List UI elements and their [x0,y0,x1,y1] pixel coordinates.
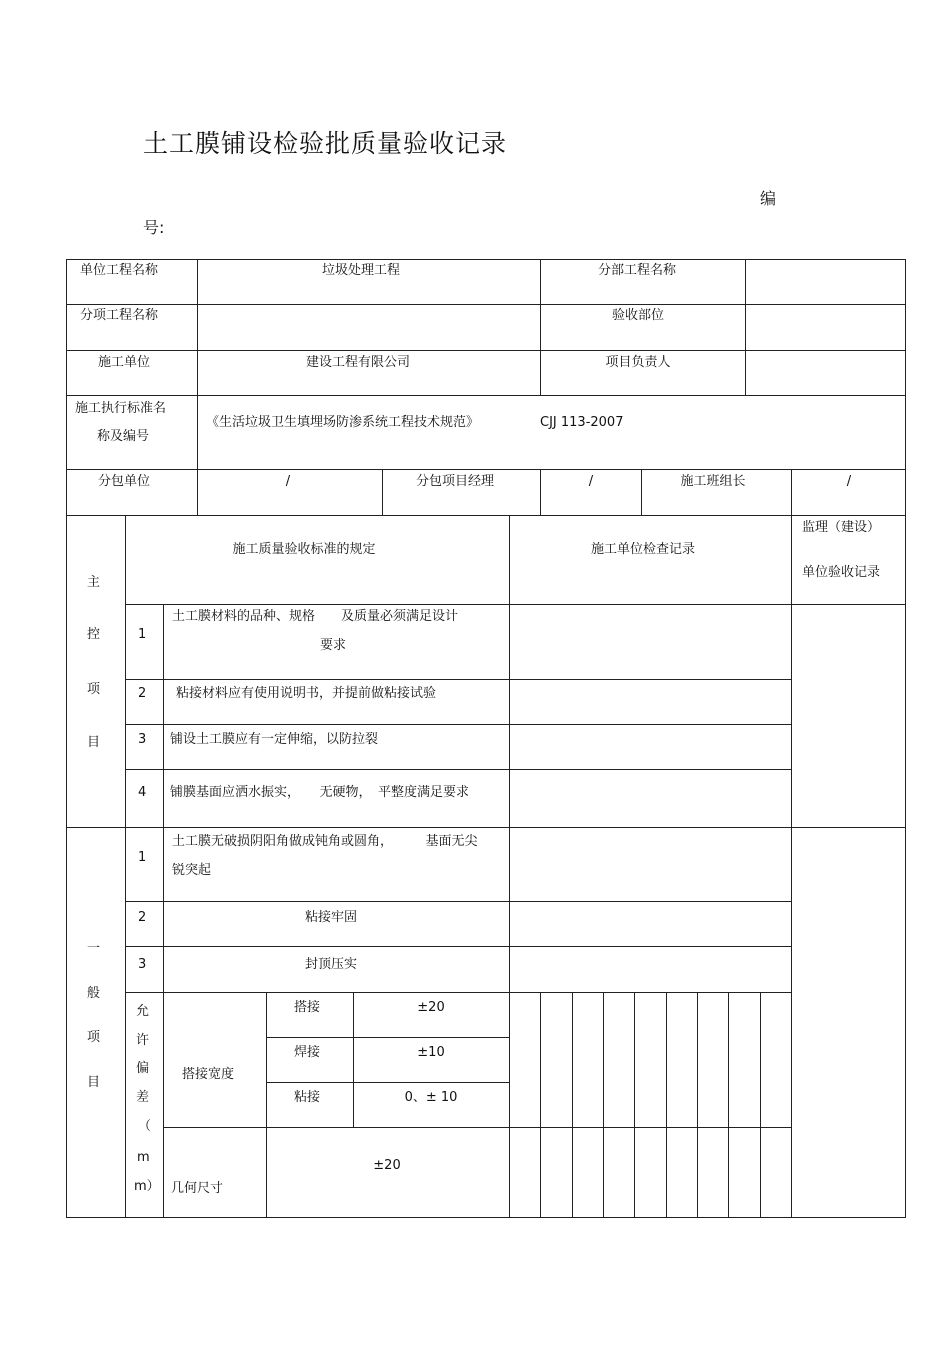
item-number: 1 [138,850,147,865]
general-label: 一 [87,941,101,956]
table-rule [66,350,906,351]
standard-col-header: 施工质量验收标准的规定 [232,542,376,557]
table-rule [266,1082,509,1083]
table-rule [603,992,604,1217]
deviation-label: m） [134,1179,160,1194]
deviation-label: m [137,1150,150,1165]
item-text: 土工膜无破损阴阳角做成钝角或圆角， 基面无尖 [172,834,478,849]
standard-label-line2: 称及编号 [97,429,150,444]
table-rule [66,395,906,396]
main-control-label: 主 [87,575,101,590]
table-rule [540,469,541,515]
contractor-label: 施工单位 [98,355,151,370]
table-rule [641,469,642,515]
unit-project-label: 单位工程名称 [80,263,159,278]
geometry-tolerance: ±20 [373,1158,401,1173]
table-rule [66,515,906,516]
number-label: 编 [760,189,777,208]
table-rule [666,992,667,1217]
general-label: 项 [87,1030,101,1045]
table-rule [125,679,791,680]
lap-tolerance: ±10 [417,1045,445,1060]
table-rule [163,604,164,1217]
main-control-label: 项 [87,682,101,697]
subcontractor-value: / [285,474,291,489]
contractor-value: 建设工程有限公司 [305,355,411,370]
lap-method-label: 粘接 [294,1090,321,1105]
table-rule [125,769,791,770]
table-rule [66,259,906,260]
subcontractor-label: 分包单位 [98,474,151,489]
table-rule [266,992,267,1217]
table-rule [353,992,354,1127]
lap-method-label: 焊接 [294,1045,321,1060]
table-rule [697,992,698,1217]
table-rule [125,515,126,1217]
lap-tolerance: 0、± 10 [404,1090,458,1105]
table-rule [125,946,791,947]
table-rule [572,992,573,1217]
deviation-label: 许 [136,1033,150,1048]
deviation-label: 偏 [136,1061,150,1076]
item-text: 封顶压实 [304,957,358,972]
item-text: 粘接材料应有使用说明书，并提前做粘接试验 [176,686,437,701]
unit-project-value: 垃圾处理工程 [321,263,401,278]
table-rule [125,604,906,605]
table-rule [509,992,510,1217]
deviation-label: （ [138,1119,152,1134]
supervision-header: 监理（建设） [802,520,881,535]
lap-method-label: 搭接 [294,1000,321,1015]
table-rule [125,724,791,725]
table-rule [791,515,792,1217]
table-rule [125,901,791,902]
item-number: 3 [138,732,147,747]
item-number: 4 [138,785,147,800]
table-rule [266,1037,509,1038]
deviation-label: 允 [136,1004,150,1019]
standard-code: CJJ 113-2007 [540,415,624,430]
table-rule [509,515,510,992]
supervision-header-line2: 单位验收记录 [802,565,881,580]
standard-name: 《生活垃圾卫生填埋场防渗系统工程技术规范》 [206,415,480,430]
sub-manager-label: 分包项目经理 [415,474,495,489]
check-record-col-header: 施工单位检查记录 [590,542,696,557]
division-label: 分部工程名称 [597,263,677,278]
item-text-cont: 锐突起 [172,863,212,878]
standard-label: 施工执行标准名 [75,401,167,416]
table-rule [66,469,906,470]
item-text: 粘接牢固 [304,910,358,925]
table-rule [540,992,541,1217]
number-label-cont: 号: [143,218,165,237]
table-rule [66,304,906,305]
table-rule [540,259,541,395]
item-number: 2 [138,910,147,925]
item-number: 1 [138,627,147,642]
team-leader-value: / [846,474,852,489]
acceptance-part-label: 验收部位 [611,308,665,323]
table-rule [382,469,383,515]
sub-manager-value: / [588,474,594,489]
item-text: 铺膜基面应洒水振实， 无硬物， 平整度满足要求 [170,785,470,800]
item-text-cont: 要求 [319,638,347,653]
table-rule [760,992,761,1217]
main-control-label: 目 [87,735,101,750]
subitem-label: 分项工程名称 [80,308,159,323]
item-text: 土工膜材料的品种、规格 及质量必须满足设计 [172,609,459,624]
geometry-label: 几何尺寸 [171,1181,224,1196]
project-manager-label: 项目负责人 [605,355,671,370]
table-rule [125,992,791,993]
lap-tolerance: ±20 [417,1000,445,1015]
general-label: 般 [87,986,101,1001]
general-label: 目 [87,1075,101,1090]
item-number: 2 [138,686,147,701]
table-rule [66,1217,906,1218]
table-rule [791,469,792,515]
team-leader-label: 施工班组长 [680,474,746,489]
item-number: 3 [138,957,147,972]
lap-width-label: 搭接宽度 [182,1067,235,1082]
document-title: 土工膜铺设检验批质量验收记录 [143,129,508,158]
deviation-label: 差 [136,1090,150,1105]
item-text: 铺设土工膜应有一定伸缩，以防拉裂 [170,732,379,747]
main-control-label: 控 [87,627,101,642]
table-rule [745,259,746,395]
table-rule [728,992,729,1217]
table-rule [66,827,906,828]
table-rule [197,259,198,515]
table-rule [634,992,635,1217]
table-rule [905,259,906,1217]
table-rule [66,259,67,1217]
